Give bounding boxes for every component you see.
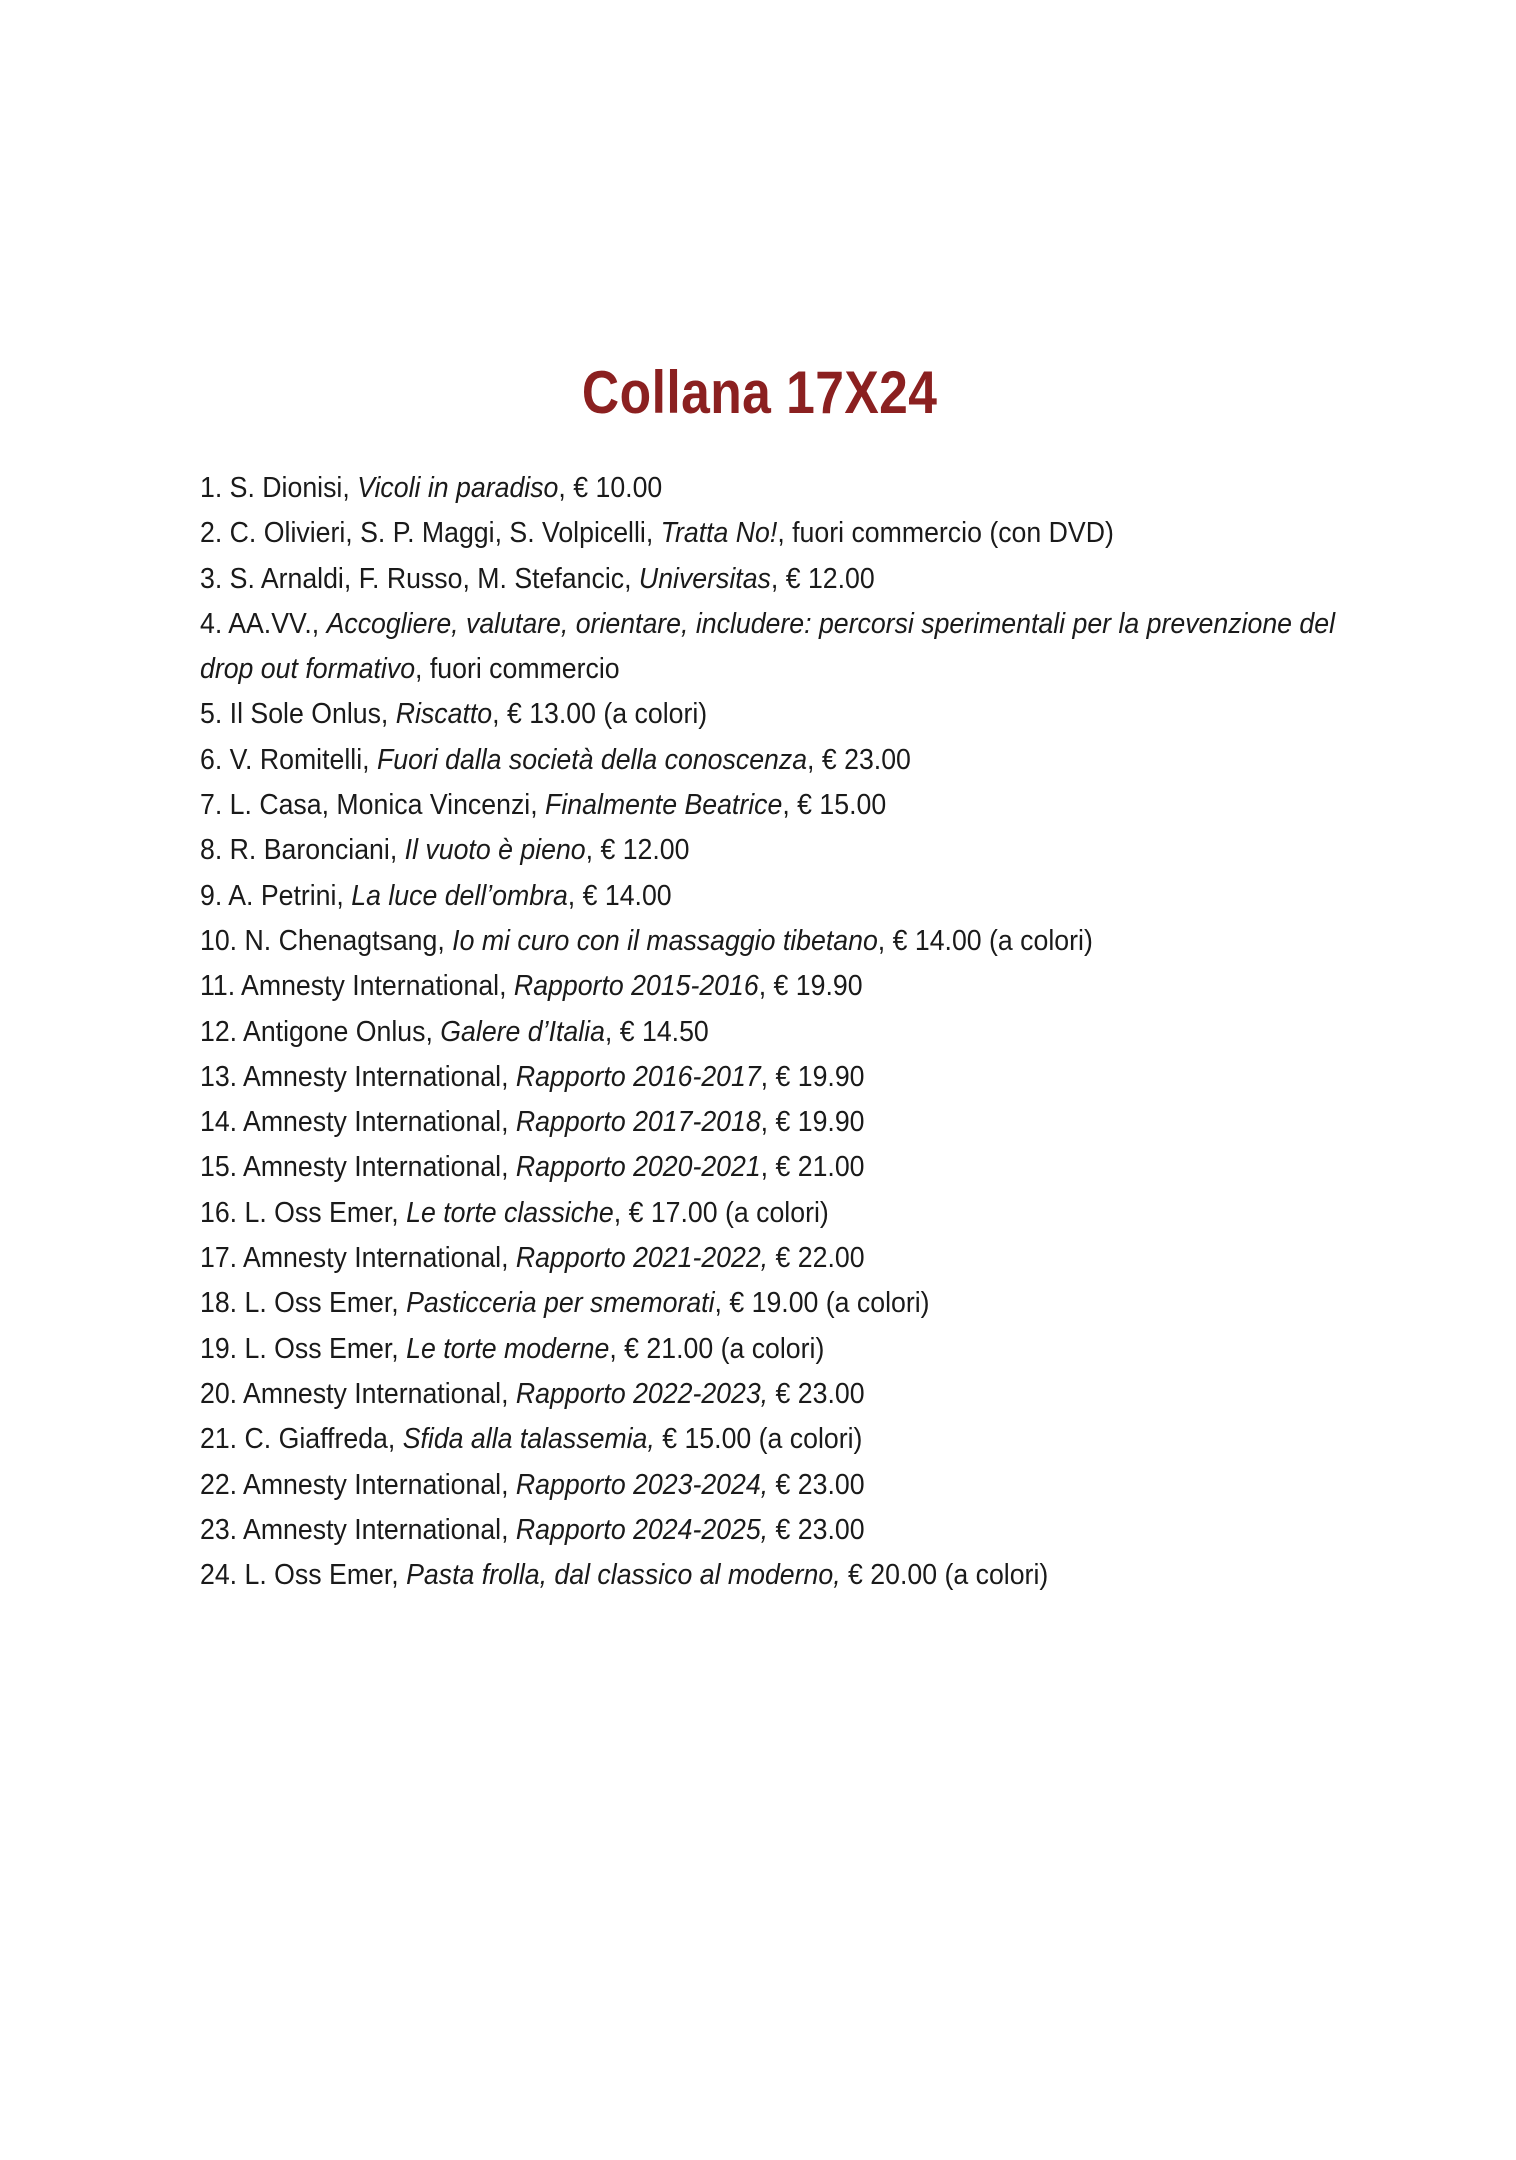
item-authors: Antigone Onlus, <box>237 1015 441 1048</box>
item-authors: L. Oss Emer, <box>237 1332 407 1365</box>
book-list <box>200 466 1380 1598</box>
item-number: 22. <box>200 1468 238 1501</box>
item-price-info: , € 19.90 <box>760 1106 865 1139</box>
list-item <box>200 1010 1286 1055</box>
list-item <box>200 1508 1286 1553</box>
item-number: 11. <box>200 970 236 1003</box>
item-authors: N. Chenagtsang, <box>237 924 453 957</box>
item-price-info: , € 17.00 (a colori) <box>613 1196 829 1229</box>
item-title: Universitas <box>638 562 771 595</box>
item-title: Pasticceria per smemorati <box>406 1287 715 1320</box>
list-item <box>200 1463 1286 1508</box>
item-price-info: € 23.00 <box>768 1513 865 1546</box>
list-item <box>200 828 1286 873</box>
item-authors: Amnesty International, <box>235 970 514 1003</box>
item-title: Rapporto 2017-2018 <box>515 1106 761 1139</box>
item-number: 20. <box>200 1377 238 1410</box>
list-item <box>200 1236 1286 1281</box>
item-number: 14. <box>200 1106 238 1139</box>
item-authors: L. Oss Emer, <box>237 1559 407 1592</box>
item-price-info: € 20.00 (a colori) <box>840 1559 1049 1592</box>
item-authors: Amnesty International, <box>237 1060 516 1093</box>
item-number: 4. <box>200 607 223 640</box>
list-item <box>200 964 1286 1009</box>
item-title: Vicoli in paradiso <box>357 472 559 504</box>
item-price-info: , € 10.00 <box>558 472 663 504</box>
item-number: 19. <box>200 1332 238 1365</box>
item-authors: Amnesty International, <box>237 1242 516 1275</box>
item-price-info: , € 14.50 <box>604 1015 709 1048</box>
list-item <box>200 1145 1286 1190</box>
item-authors: Amnesty International, <box>237 1106 516 1139</box>
item-price-info: , € 14.00 <box>567 879 672 912</box>
item-authors: C. Olivieri, S. P. Maggi, S. Volpicelli, <box>222 517 661 550</box>
item-price-info: , € 19.90 <box>758 970 863 1003</box>
item-number: 18. <box>200 1287 238 1320</box>
item-title: Il vuoto è pieno <box>404 834 586 867</box>
item-authors: V. Romitelli, <box>222 743 377 776</box>
item-number: 8. <box>200 834 223 867</box>
item-price-info: , fuori commercio <box>415 653 620 686</box>
list-item <box>200 1327 1286 1372</box>
item-title: Le torte moderne <box>406 1332 610 1365</box>
item-price-info: , € 23.00 <box>807 743 911 776</box>
item-price-info: , € 12.00 <box>770 562 875 595</box>
item-authors: C. Giaffreda, <box>237 1423 403 1456</box>
item-authors: Amnesty International, <box>237 1468 516 1501</box>
item-price-info: , € 19.90 <box>760 1060 865 1093</box>
item-authors: S. Dionisi, <box>222 472 358 504</box>
item-title: Rapporto 2022-2023, <box>515 1377 769 1410</box>
item-price-info: , € 21.00 (a colori) <box>609 1332 825 1365</box>
list-item <box>200 511 1286 556</box>
item-number: 12. <box>200 1015 238 1048</box>
item-title: Galere d’Italia <box>440 1015 605 1048</box>
list-item <box>200 692 1286 737</box>
item-number: 5. <box>200 698 223 731</box>
list-item <box>200 783 1286 828</box>
item-title: Tratta No! <box>660 517 778 550</box>
item-number: 21. <box>200 1423 238 1456</box>
item-authors: Amnesty International, <box>237 1151 516 1184</box>
item-title: Pasta frolla, dal classico al moderno, <box>406 1559 841 1592</box>
item-number: 1. <box>200 472 223 504</box>
item-price-info: , € 15.00 <box>782 789 887 822</box>
list-item <box>200 1281 1286 1326</box>
item-price-info: , € 19.00 (a colori) <box>714 1287 930 1320</box>
list-item <box>200 919 1286 964</box>
list-item <box>200 1191 1286 1236</box>
list-item <box>200 602 1378 693</box>
list-item <box>200 738 1286 783</box>
item-title: Sfida alla talassemia, <box>402 1423 655 1456</box>
item-price-info: , € 14.00 (a colori) <box>877 924 1093 957</box>
item-title: Accogliere, valutare, orientare, includere: percorsi sperimentali per la prevenzione del drop out formativo <box>200 607 1336 686</box>
item-number: 16. <box>200 1196 238 1229</box>
item-title: Rapporto 2015-2016 <box>513 970 759 1003</box>
item-authors: Amnesty International, <box>237 1377 516 1410</box>
item-title: La luce dell’ombra <box>351 879 568 912</box>
list-item <box>200 466 1286 511</box>
page-title: Collana 17X24 <box>581 359 938 427</box>
item-title: Rapporto 2023-2024, <box>515 1468 769 1501</box>
item-title: Finalmente Beatrice <box>545 789 783 822</box>
item-price-info: € 15.00 (a colori) <box>654 1423 863 1456</box>
list-item <box>200 874 1286 919</box>
list-item <box>200 1372 1286 1417</box>
item-price-info: € 22.00 <box>768 1242 865 1275</box>
list-item <box>200 1553 1286 1598</box>
list-item <box>200 1100 1286 1145</box>
item-authors: L. Oss Emer, <box>237 1196 407 1229</box>
item-authors: A. Petrini, <box>222 879 352 912</box>
item-number: 23. <box>200 1513 238 1546</box>
item-authors: L. Oss Emer, <box>237 1287 407 1320</box>
item-number: 24. <box>200 1559 238 1592</box>
item-title: Rapporto 2024-2025, <box>515 1513 769 1546</box>
item-title: Fuori dalla società della conoscenza <box>376 743 808 776</box>
list-item <box>200 557 1286 602</box>
item-number: 2. <box>200 517 223 550</box>
item-number: 6. <box>200 743 223 776</box>
item-price-info: , fuori commercio (con DVD) <box>777 517 1114 550</box>
item-authors: Amnesty International, <box>237 1513 516 1546</box>
list-item <box>200 1055 1286 1100</box>
item-title: Rapporto 2020-2021 <box>515 1151 761 1184</box>
item-title: Rapporto 2021-2022, <box>515 1242 769 1275</box>
item-title: Le torte classiche <box>406 1196 614 1229</box>
item-authors: AA.VV., <box>222 607 327 640</box>
item-number: 10. <box>200 924 238 957</box>
item-title: Riscatto <box>395 698 493 731</box>
item-title: Io mi curo con il massaggio tibetano <box>452 924 878 957</box>
item-number: 17. <box>200 1242 238 1275</box>
item-authors: R. Baronciani, <box>222 834 405 867</box>
item-authors: Il Sole Onlus, <box>222 698 396 731</box>
item-price-info: € 23.00 <box>768 1377 865 1410</box>
item-price-info: , € 13.00 (a colori) <box>492 698 708 731</box>
item-price-info: , € 12.00 <box>585 834 690 867</box>
list-item <box>200 1417 1286 1462</box>
item-number: 7. <box>200 789 223 822</box>
item-authors: S. Arnaldi, F. Russo, M. Stefancic, <box>222 562 639 595</box>
item-number: 15. <box>200 1151 238 1184</box>
item-price-info: € 23.00 <box>768 1468 865 1501</box>
item-number: 9. <box>200 879 223 912</box>
item-price-info: , € 21.00 <box>760 1151 865 1184</box>
item-number: 3. <box>200 562 223 595</box>
item-authors: L. Casa, Monica Vincenzi, <box>222 789 546 822</box>
item-number: 13. <box>200 1060 238 1093</box>
item-title: Rapporto 2016-2017 <box>515 1060 761 1093</box>
